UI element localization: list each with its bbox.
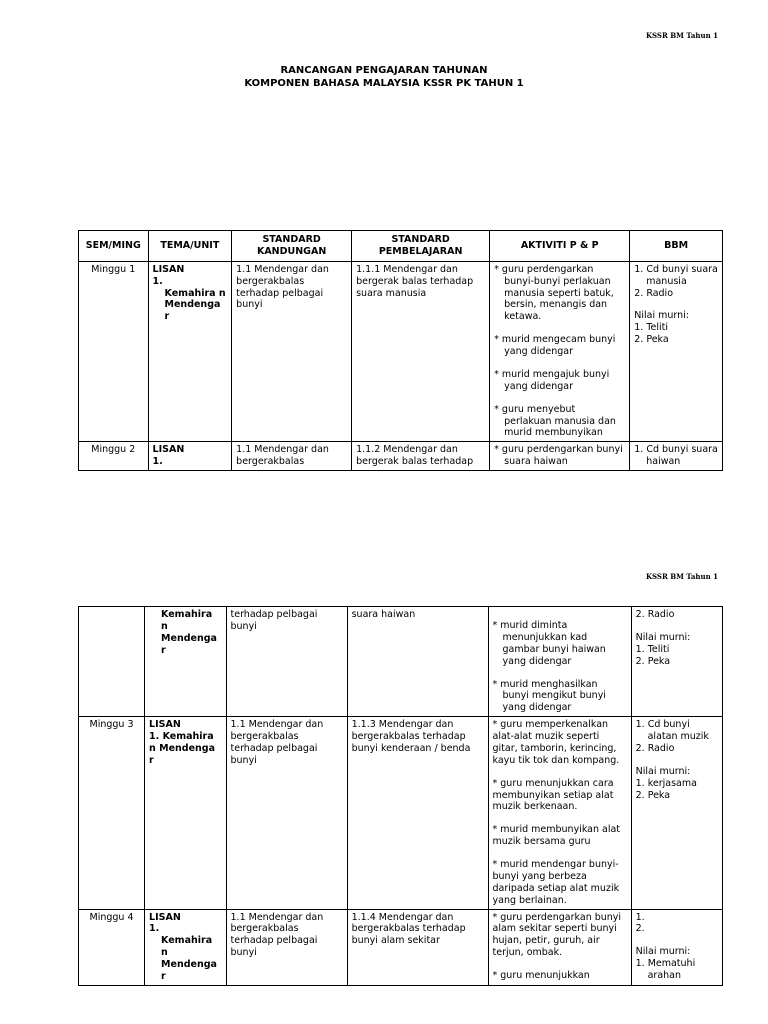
table-header-row — [79, 231, 723, 262]
bbm-item: 2. — [635, 923, 645, 935]
activity-item: * guru perdengarkan bunyi-bunyi perlakuan manusia seperti batuk, bersin, menangis dan ketawa. — [494, 263, 614, 323]
cell-standard-kandungan: 1.1 Mendengar dan bergerakbalas terhadap pelbagai bunyi — [226, 717, 347, 909]
cell-standard-pembelajaran: 1.1.2 Mendengar dan bergerak balas terhadap — [352, 442, 490, 471]
cell-standard-kandungan: 1.1 Mendengar dan bergerakbalas terhadap pelbagai bunyi — [232, 261, 352, 442]
activity-item: * murid menghasilkan bunyi mengikut bunyi yang didengar — [492, 678, 606, 714]
nilai-item: 2. Peka — [634, 334, 669, 346]
activity-item: * guru menunjukkan — [492, 970, 590, 981]
cell-aktiviti — [488, 607, 631, 717]
col-header-sem: SEM/MING — [79, 231, 149, 262]
table-row — [79, 909, 723, 985]
col-header-akt: AKTIVITI P & P — [490, 231, 630, 262]
nilai-item: 2. Peka — [635, 655, 671, 667]
col-header-tema: TEMA/UNIT — [148, 231, 232, 262]
page-header-tag: KSSR BM Tahun 1 — [645, 572, 718, 581]
cell-standard-pembelajaran: 1.1.3 Mendengar dan bergerakbalas terhadap bunyi kenderaan / benda — [347, 717, 488, 909]
activity-item: * guru menunjukkan cara membunyikan setiap alat muzik berkenaan. — [492, 777, 614, 813]
cell-standard-pembelajaran: 1.1.4 Mendengar dan bergerakbalas terhadap bunyi alam sekitar — [347, 909, 488, 985]
bbm-item: 1. Cd bunyi suara haiwan — [634, 444, 718, 468]
tema-text: Kemahira n Mendenga r — [164, 287, 226, 323]
cell-sem — [79, 607, 145, 717]
cell-bbm — [631, 909, 722, 985]
cell-sem: Minggu 2 — [79, 442, 149, 471]
tema-num: 1. — [149, 923, 160, 935]
page-gap — [0, 520, 768, 560]
cell-aktiviti — [488, 909, 631, 985]
activity-item: * murid diminta menunjukkan kad gambar bunyi haiwan yang didengar — [492, 620, 606, 667]
bbm-item: 1. Cd bunyi alatan muzik — [635, 719, 709, 742]
table-row — [79, 607, 723, 717]
tema-head: LISAN — [152, 444, 185, 456]
tema-num: 1. — [152, 275, 163, 287]
cell-sem: Minggu 1 — [79, 261, 149, 442]
document-title — [0, 65, 768, 90]
table-row — [79, 261, 723, 442]
tema-text: Kemahira n Mendenga r — [161, 935, 217, 982]
cell-aktiviti — [490, 261, 630, 442]
activity-item: * murid mengecam bunyi yang didengar — [494, 334, 616, 357]
bbm-item: 2. Radio — [634, 287, 674, 299]
cell-standard-kandungan: 1.1 Mendengar dan bergerakbalas — [232, 442, 352, 471]
cell-standard-kandungan: 1.1 Mendengar dan bergerakbalas terhadap pelbagai bunyi — [226, 909, 347, 985]
lesson-plan-table-continued — [78, 606, 723, 986]
document-page-2 — [0, 560, 768, 1024]
cell-sem: Minggu 4 — [79, 909, 145, 985]
bbm-item: 1. Cd bunyi suara manusia — [634, 263, 718, 287]
nilai-item: 2. Peka — [635, 789, 671, 801]
nilai-item: 1. Teliti — [634, 322, 668, 334]
tema-num: 1. — [152, 456, 163, 468]
cell-bbm — [630, 261, 723, 442]
cell-bbm — [630, 442, 723, 471]
activity-item: * murid mendengar bunyi-bunyi yang berbeza daripada setiap alat muzik yang berlainan. — [492, 859, 620, 906]
nilai-murni-label: Nilai murni: — [635, 631, 691, 643]
cell-standard-pembelajaran: 1.1.1 Mendengar dan bergerak balas terhadap suara manusia — [352, 261, 490, 442]
activity-item: * guru perdengarkan bunyi suara haiwan — [494, 444, 623, 468]
cell-tema — [148, 261, 232, 442]
activity-item: * guru menyebut perlakuan manusia dan murid membunyikan — [494, 403, 616, 439]
nilai-murni-label: Nilai murni: — [635, 765, 691, 777]
cell-sem: Minggu 3 — [79, 717, 145, 909]
cell-aktiviti — [488, 717, 631, 909]
tema-head: LISAN — [149, 911, 181, 923]
lesson-plan-table — [78, 230, 723, 471]
cell-tema — [145, 607, 226, 717]
nilai-item: 1. Mematuhi arahan — [635, 958, 696, 981]
cell-standard-kandungan: terhadap pelbagai bunyi — [226, 607, 347, 717]
col-header-sp: STANDARD PEMBELAJARAN — [352, 231, 490, 262]
tema-text: Kemahira n Mendenga r — [161, 609, 217, 656]
page-header-tag: KSSR BM Tahun 1 — [645, 31, 718, 40]
tema-head: LISAN — [152, 263, 185, 275]
activity-item: * guru perdengarkan bunyi alam sekitar seperti bunyi hujan, petir, guruh, air terjun, ombak. — [492, 911, 622, 959]
cell-tema — [145, 909, 226, 985]
nilai-murni-label: Nilai murni: — [634, 310, 689, 322]
bbm-item: 2. Radio — [635, 742, 675, 754]
bbm-item: 2. Radio — [635, 609, 675, 620]
tema-line: 1. Kemahira n Mendenga r — [149, 731, 215, 766]
nilai-item: 1. kerjasama — [635, 777, 697, 789]
activity-item: * murid mengajuk bunyi yang didengar — [494, 368, 610, 392]
title-line-2: KOMPONEN BAHASA MALAYSIA KSSR PK TAHUN 1 — [244, 77, 524, 89]
tema-head: LISAN — [149, 719, 181, 731]
cell-tema — [145, 717, 226, 909]
cell-standard-pembelajaran: suara haiwan — [347, 607, 488, 717]
table-row — [79, 442, 723, 471]
title-line-1: RANCANGAN PENGAJARAN TAHUNAN — [280, 65, 488, 76]
activity-item: * guru memperkenalkan alat-alat muzik seperti gitar, tamborin, kerincing, kayu tik tok dan kompang. — [492, 719, 620, 766]
cell-bbm — [631, 607, 722, 717]
col-header-sk: STANDARD KANDUNGAN — [232, 231, 352, 262]
table-row — [79, 717, 723, 909]
nilai-murni-label: Nilai murni: — [635, 946, 691, 958]
nilai-item: 1. Teliti — [635, 643, 670, 655]
cell-tema — [148, 442, 232, 471]
cell-aktiviti — [490, 442, 630, 471]
activity-item: * murid membunyikan alat muzik bersama guru — [492, 824, 621, 848]
col-header-bbm: BBM — [630, 231, 723, 262]
bbm-item: 1. — [635, 911, 645, 923]
cell-bbm — [631, 717, 722, 909]
